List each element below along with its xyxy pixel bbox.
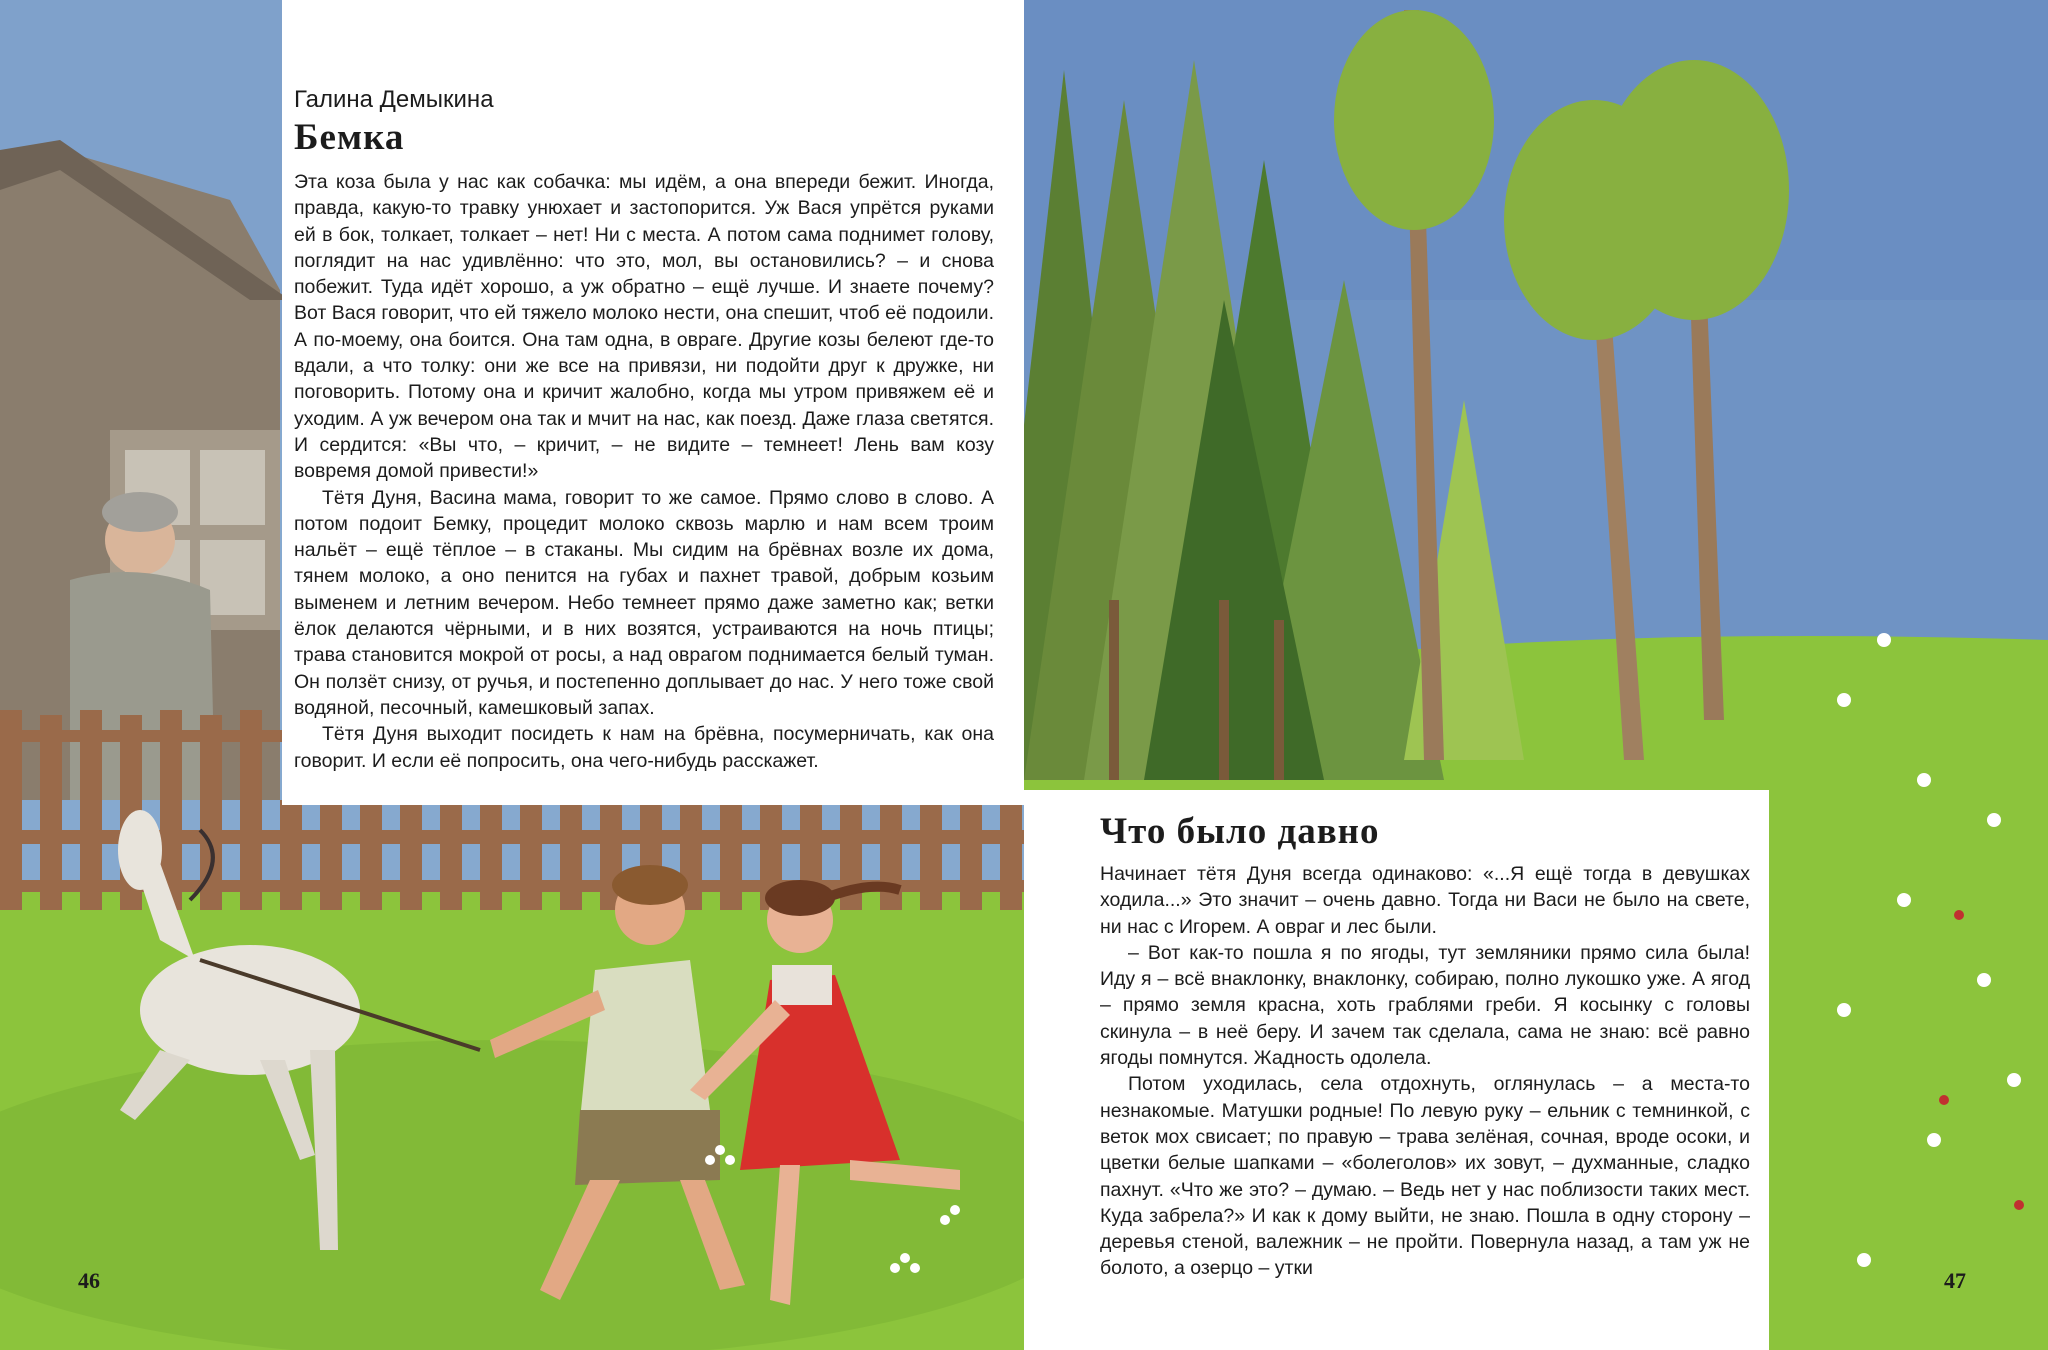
paragraph: – Вот как-то пошла я по ягоды, тут земляники прямо сила была! Иду я – всё внаклонку, внаклонку, собираю, полно лукошко уже. А ягод – прямо земля красна, хоть граблями греби. Я косынку с головы скинула – в неё беру. И зачем так сделала, сама не знаю: всё равно ягоды помнутся. Жадность одолела. [1100, 941, 1750, 1070]
story-title: Что было давно [1100, 811, 1380, 852]
page-number: 46 [78, 1268, 100, 1293]
paragraph: Тётя Дуня выходит посидеть к нам на брёвна, посумерничать, как она говорит. И если её попросить, она чего-нибудь расскажет. [294, 723, 994, 772]
right-page [1024, 0, 2048, 1350]
paragraph: Потом уходилась, села отдохнуть, оглянулась – а места-то незнакомые. Матушки родные! По левую руку – ельник с темнинкой, с веток мох свисает; по правую – трава зелёная, сочная, вроде осоки, и цветки белые шапками – «болеголов» их зовут, – духманные, сладко пахнут. «Что же это? – думаю. – Ведь нет у нас поблизости таких мест. Куда забрела?» И как к дому выйти, не знаю. Пошла в одну сторону – деревья стеной, валежник – не пройти. Повернула назад, а там уж не болото, а озерцо – утки [1100, 1073, 1750, 1280]
author-name: Галина Демыкина [294, 86, 494, 113]
paragraph: Начинает тётя Дуня всегда одинаково: «...Я ещё тогда в девушках ходила...» Это значит – очень давно. Тогда ни Васи не было на свете, ни нас с Игорем. А овраг и лес были. [1100, 863, 1750, 938]
left-text-block [282, 0, 1024, 805]
paragraph: Эта коза была у нас как собачка: мы идём, а она впереди бежит. Иногда, правда, какую-то травку унюхает и застопорится. Уж Вася упрётся руками ей в бок, толкает, толкает – нет! Ни с места. А потом сама поднимет голову, поглядит на нас удивлённо: что это, мол, вы остановились? – и снова побежит. Туда идёт хорошо, а уж обратно – ещё лучше. И знаете почему? Вот Вася говорит, что ей тяжело молоко нести, она спешит, чтоб её подоили. А по-моему, она боится. Она там одна, в овраге. Другие козы белеют где-то вдали, а что толку: они же все на привязи, ни подойти друг к дружке, ни поговорить. Потому она и кричит жалобно, когда мы утром привяжем её и уходим. А уж вечером она так и мчит на нас, как поезд. Даже глаза светятся. И сердится: «Вы что, – кричит, – не видите – темнеет! Лень вам козу вовремя домой привести!» [294, 171, 994, 483]
story-title: Бемка [294, 117, 405, 158]
paragraph: Тётя Дуня, Васина мама, говорит то же самое. Прямо слово в слово. А потом подоит Бемку, процедит молоко сквозь марлю и нам всем троим нальёт – ещё тёплое – в стаканы. Мы сидим на брёвнах возле их дома, тянем молоко, а оно пенится на губах и пахнет травой, добрым козьим выменем и летним вечером. Небо темнеет прямо даже заметно как; ветки ёлок делаются чёрными, и в них возятся, устраиваются на ночь птицы; трава становится мокрой от росы, а над оврагом поднимается белый туман. Он ползёт снизу, от ручья, и постепенно доплывает до нас. У него тоже свой водяной, песочный, камешковый запах. [294, 486, 994, 719]
page-number: 47 [1944, 1268, 1966, 1293]
right-text-block [1024, 790, 1769, 1350]
